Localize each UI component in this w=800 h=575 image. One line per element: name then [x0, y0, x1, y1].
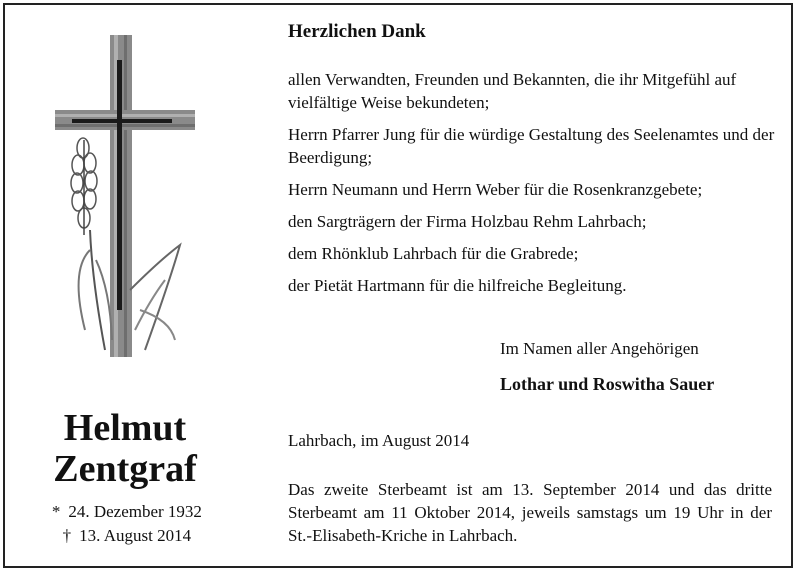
memorial-mass-notice: Das zweite Sterbeamt ist am 13. September 2014 und das dritte Sterbeamt am 11 Oktober 2014, jeweils samstags um 19 Uhr in der St.-Elisabeth-Kriche in Lahrbach.	[288, 480, 772, 545]
birth-date: 24. Dezember 1932	[68, 502, 202, 521]
deceased-last-name: Zentgraf	[53, 448, 197, 490]
thanks-item: allen Verwandten, Freunden und Bekannten, die ihr Mitgefühl auf vielfältige Weise bekundeten;	[288, 70, 737, 112]
signature-names: Lothar und Roswitha Sauer	[500, 374, 715, 394]
thanks-item: Herrn Neumann und Herrn Weber für die Rosenkranzgebete;	[288, 180, 703, 199]
thanks-heading: Herzlichen Dank	[288, 21, 426, 42]
death-date: 13. August 2014	[79, 526, 192, 545]
signature-intro: Im Namen aller Angehörigen	[500, 339, 699, 358]
thanks-item: der Pietät Hartmann für die hilfreiche Begleitung.	[288, 276, 627, 295]
deceased-first-name: Helmut	[63, 407, 187, 449]
death-symbol: †	[62, 526, 72, 545]
place-date: Lahrbach, im August 2014	[288, 431, 470, 450]
death-date-line	[0, 525, 250, 547]
thanks-item: Herrn Pfarrer Jung für die würdige Gestaltung des Seelenamtes und der Beerdigung;	[288, 125, 775, 167]
thanks-list	[288, 68, 778, 306]
birth-symbol: *	[51, 502, 61, 521]
cross-with-wheat-icon	[50, 30, 200, 360]
thanks-item: den Sargträgern der Firma Holzbau Rehm Lahrbach;	[288, 212, 647, 231]
birth-date-line	[0, 501, 250, 523]
thanks-item: dem Rhönklub Lahrbach für die Grabrede;	[288, 244, 579, 263]
